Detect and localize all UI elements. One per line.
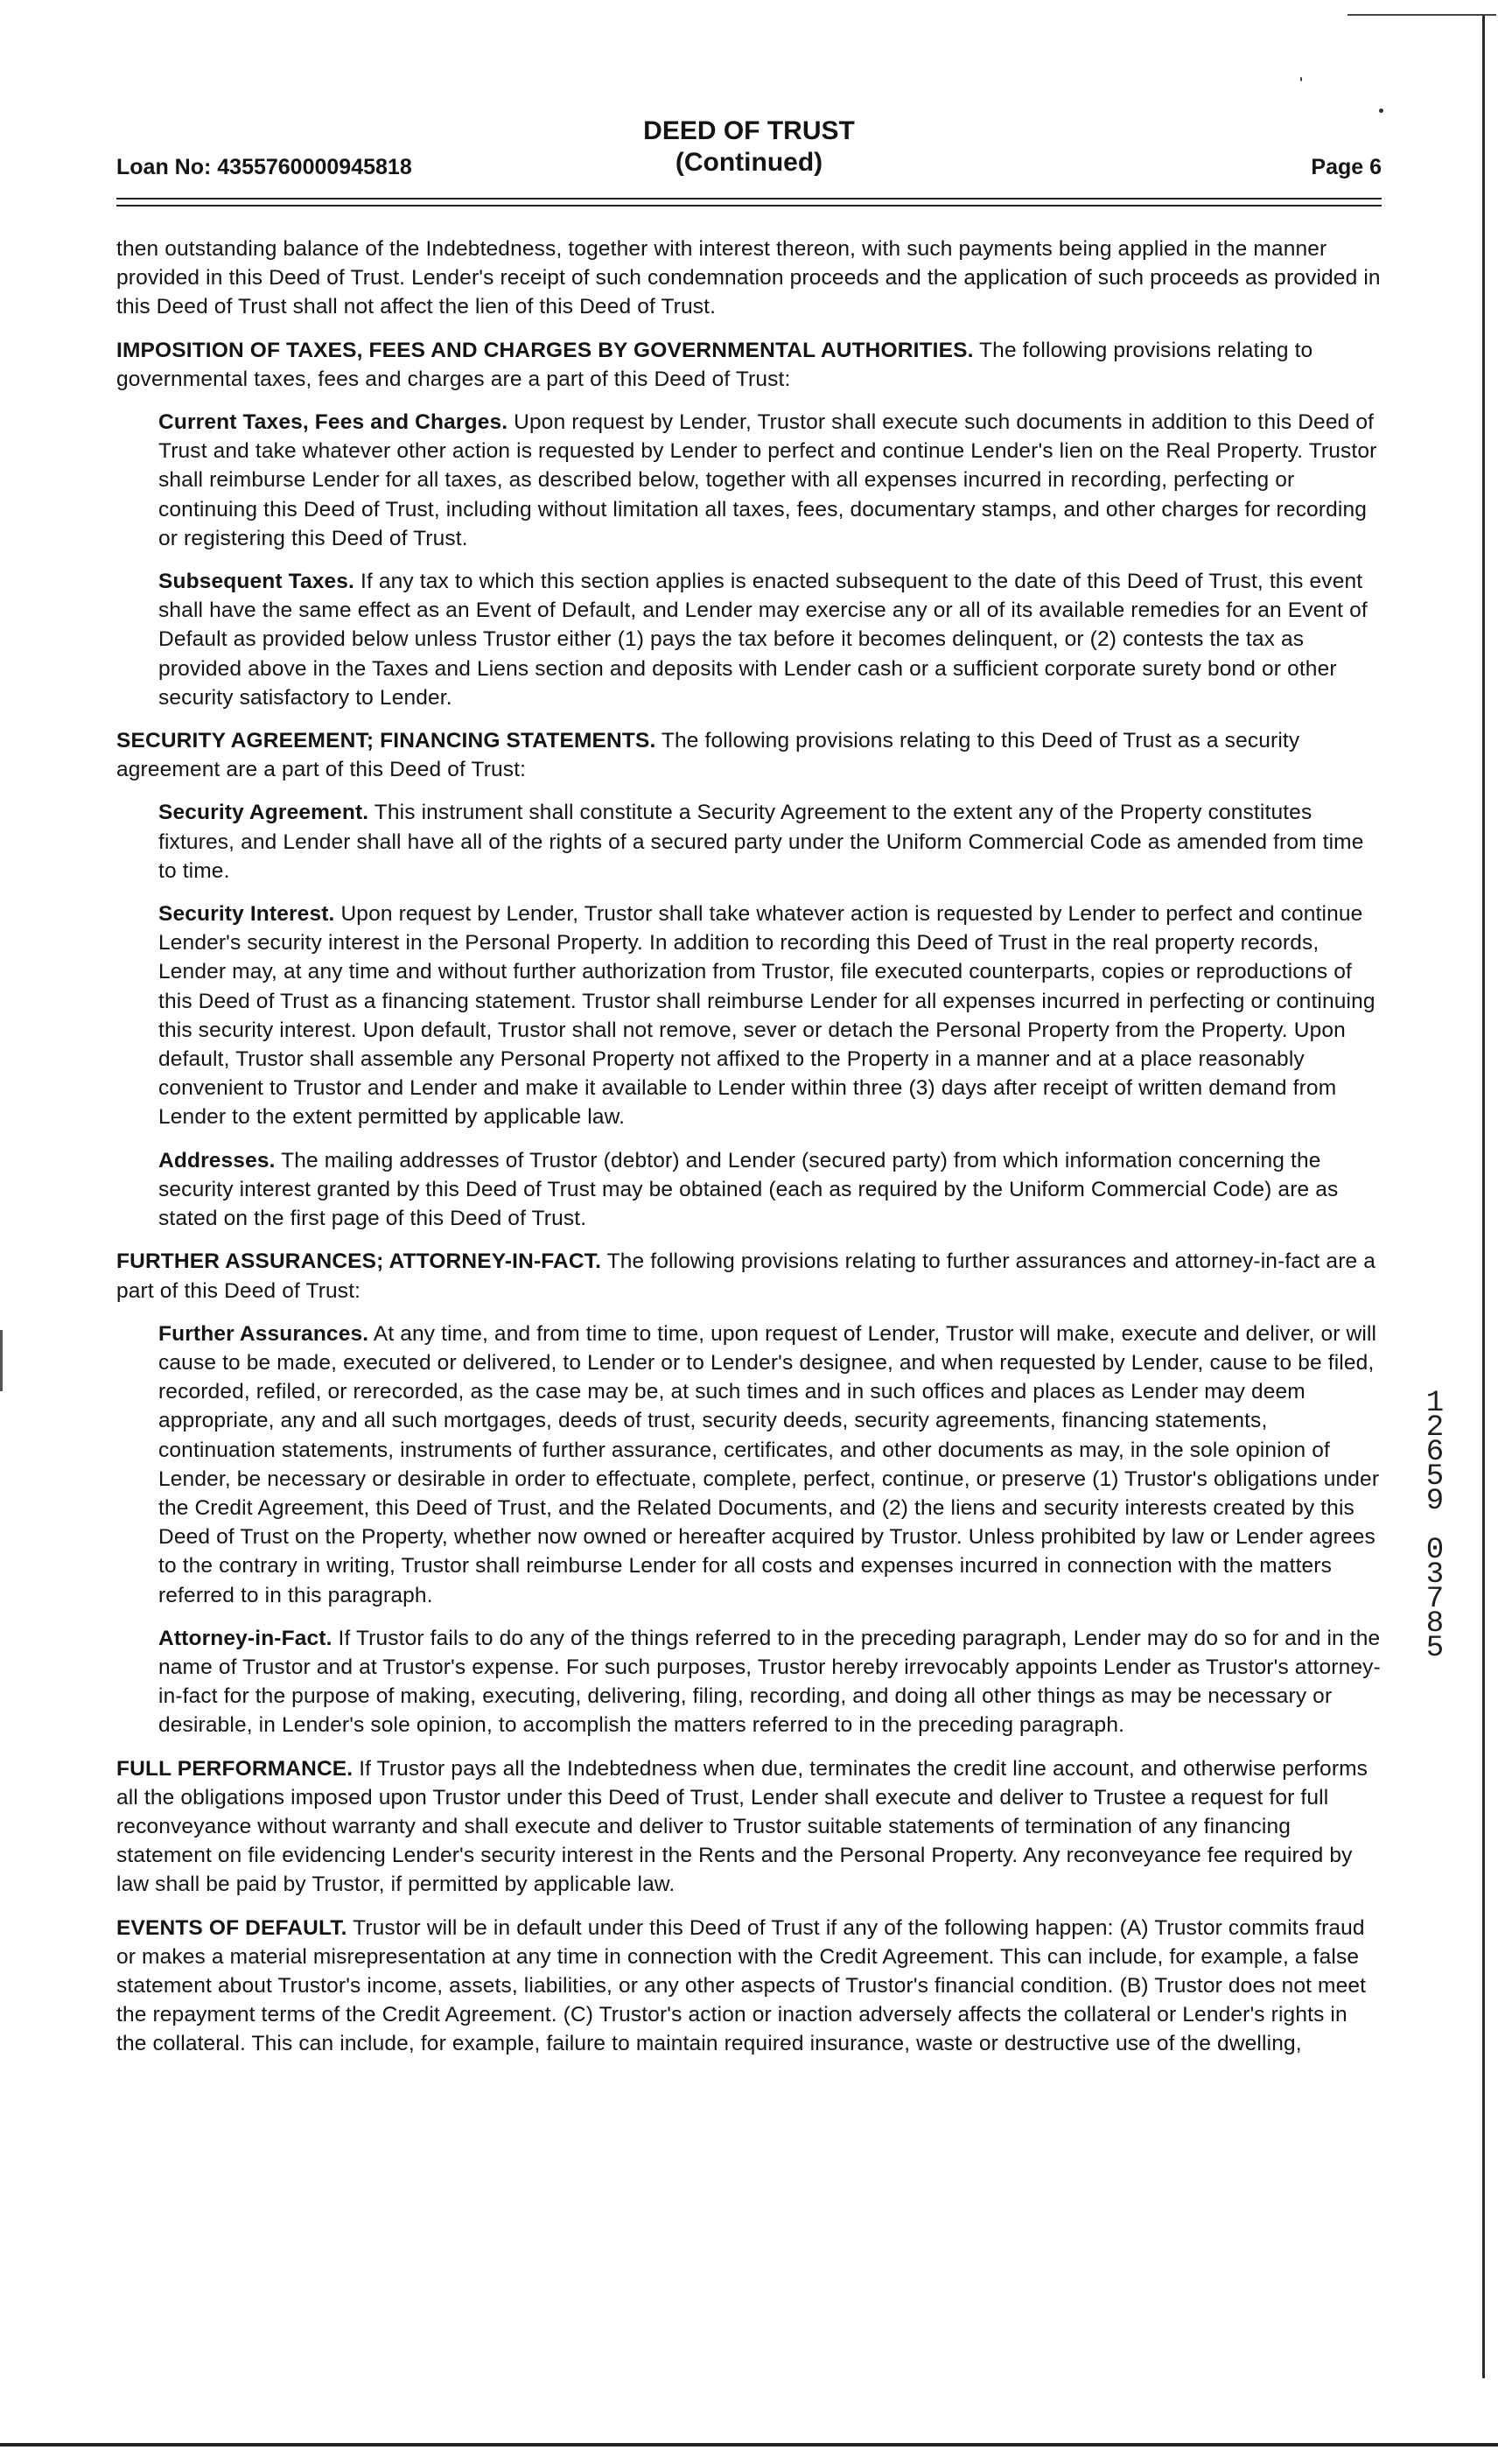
paragraph-further-assurances-heading xyxy=(116,1247,1382,1305)
paragraph-text: The following provisions relating to governmental taxes, fees and charges are a part of this Deed of Trust: xyxy=(116,338,1313,391)
document-title xyxy=(116,116,1382,178)
paragraph-further-assurances xyxy=(158,1320,1382,1610)
margin-digit: 2 xyxy=(1425,1411,1445,1445)
paragraph-heading: Current Taxes, Fees and Charges. xyxy=(158,410,508,435)
paragraph-text: If Trustor fails to do any of the things referred to in the preceding paragraph, Lender may do so for and in the name of Trustor and at Trustor's expense. For such purposes, Trustor hereby irrevocably appoints Lender as Trustor's attorney-in-fact for the purpose of making, executing, delivering, filing, recording, and doing all other things as may be necessary or desirable, in Lender's sole opinion, to accomplish the matters referred to in the preceding paragraph. xyxy=(158,1626,1381,1738)
paragraph-security-interest xyxy=(158,900,1382,1132)
paragraph-events-of-default xyxy=(116,1914,1382,2059)
paragraph-heading: FULL PERFORMANCE. xyxy=(116,1756,354,1781)
paragraph-security-agreement-financing xyxy=(116,726,1382,784)
paragraph-heading: Security Agreement. xyxy=(158,801,369,825)
paragraph-full-performance xyxy=(116,1754,1382,1900)
paragraph-text: then outstanding balance of the Indebtedness, together with interest thereon, with such payments being applied in the manner provided in this Deed of Trust. Lender's receipt of such condemnation proceeds and the application of such proceeds as provided in this Deed of Trust shall not affect the lien of this Deed of Trust. xyxy=(116,237,1381,319)
paragraph-attorney-in-fact xyxy=(158,1624,1382,1740)
scan-edge-right xyxy=(1482,16,1485,2378)
page-header xyxy=(116,116,1382,186)
loan-number: Loan No: 4355760000945818 xyxy=(116,155,412,179)
paragraph-text: Trustor will be in default under this Deed of Trust if any of the following happen: (A) Trustor commits fraud or makes a material misrepresentation at any time in connection with the Credit Agreement. This can include, for example, a false statement about Trustor's income, assets, liabilities, or any other aspects of Trustor's financial condition. (B) Trustor does not meet the repayment terms of the Credit Agreement. (C) Trustor's action or inaction adversely affects the collateral or Lender's rights in the collateral. This can include, for example, failure to maintain required insurance, waste or destructive use of the dwelling, xyxy=(116,1915,1367,2056)
paragraph-heading: FURTHER ASSURANCES; ATTORNEY-IN-FACT. xyxy=(116,1250,602,1274)
margin-digit: 3 xyxy=(1425,1558,1445,1592)
paragraph-current-taxes xyxy=(158,408,1382,553)
scan-edge-bottom xyxy=(0,2443,1498,2446)
paragraph-heading: Further Assurances. xyxy=(158,1321,369,1346)
paragraph-text: If Trustor pays all the Indebtedness when due, terminates the credit line account, and otherwise performs all the obligations imposed upon Trustor under this Deed of Trust, Lender shall execute and deliver to Trustee a request for full reconveyance without warranty and shall execute and deliver to Trustor suitable statements of termination of any financing statement on file evidencing Lender's security interest in the Rents and the Personal Property. Any reconveyance fee required by law shall be paid by Trustor, if permitted by applicable law. xyxy=(116,1756,1368,1897)
paragraph-heading: IMPOSITION OF TAXES, FEES AND CHARGES BY GOVERNMENTAL AUTHORITIES. xyxy=(116,338,974,362)
paragraph-heading: EVENTS OF DEFAULT. xyxy=(116,1915,347,1940)
margin-digit: 9 xyxy=(1425,1485,1445,1518)
paragraph-heading: Addresses. xyxy=(158,1148,276,1172)
margin-digit: 5 xyxy=(1425,1632,1445,1665)
paragraph-heading: Subsequent Taxes. xyxy=(158,570,355,594)
header-rule-top xyxy=(116,198,1382,200)
document-body xyxy=(116,234,1382,2073)
header-rule-bottom xyxy=(116,205,1382,206)
paragraph-security-agreement xyxy=(158,798,1382,886)
scan-edge-top xyxy=(1348,14,1496,16)
paragraph-heading: SECURITY AGREEMENT; FINANCING STATEMENTS. xyxy=(116,729,656,753)
paragraph-text: Upon request by Lender, Trustor shall take whatever action is requested by Lender to perfect and continue Lender's security interest in the Personal Property. In addition to recording this Deed of Trust in the real property records, Lender may, at any time and without further authorization from Trustor, file executed counterparts, copies or reproductions of this Deed of Trust as a financing statement. Trustor shall reimburse Lender for all expenses incurred in perfecting or continuing this security interest. Upon default, Trustor shall not remove, sever or detach the Personal Property from the Property. Upon default, Trustor shall assemble any Personal Property not affixed to the Property in a manner and at a place reasonably convenient to Trustor and Lender and make it available to Lender within three (3) days after receipt of written demand from Lender to the extent permitted by applicable law. xyxy=(158,902,1376,1130)
paragraph-text: Upon request by Lender, Trustor shall execute such documents in addition to this Deed of Trust and take whatever other action is requested by Lender to perfect and continue Lender's lien on the Real Property. Trustor shall reimburse Lender for all taxes, as described below, together with all expenses incurred in recording, perfecting or continuing this Deed of Trust, including without limitation all taxes, fees, documentary stamps, and other charges for recording or registering this Deed of Trust. xyxy=(158,410,1377,550)
paragraph-imposition-of-taxes xyxy=(116,336,1382,394)
scan-speck xyxy=(1379,108,1383,113)
scan-speck xyxy=(1300,77,1302,81)
paragraph-text: The following provisions relating to further assurances and attorney-in-fact are a part of this Deed of Trust: xyxy=(116,1250,1376,1303)
margin-digit: 0 xyxy=(1425,1534,1445,1567)
paragraph-heading: Attorney-in-Fact. xyxy=(158,1626,332,1650)
paragraph-text: This instrument shall constitute a Security Agreement to the extent any of the Property constitutes fixtures, and Lender shall have all of the rights of a secured party under the Uniform Commercial Code as amended from time to time. xyxy=(158,801,1364,883)
paragraph-subsequent-taxes xyxy=(158,567,1382,712)
margin-digit: 8 xyxy=(1425,1607,1445,1641)
scan-edge-left xyxy=(0,1330,3,1391)
paragraph-text: If any tax to which this section applies is enacted subsequent to the date of this Deed of Trust, this event shall have the same effect as an Event of Default, and Lender may exercise any or all of its available remedies for an Event of Default as provided below unless Trustor either (1) pays the tax before it becomes delinquent, or (2) contests the tax as provided above in the Taxes and Liens section and deposits with Lender cash or a sufficient corporate surety bond or other security satisfactory to Lender. xyxy=(158,570,1368,710)
paragraph-text: The following provisions relating to this Deed of Trust as a security agreement are a part of this Deed of Trust: xyxy=(116,729,1300,782)
paragraph-addresses xyxy=(158,1146,1382,1234)
document-title-line1: DEED OF TRUST xyxy=(643,116,855,145)
paragraph-heading: Security Interest. xyxy=(158,902,335,927)
page-number: Page 6 xyxy=(1311,155,1382,179)
margin-digit: 7 xyxy=(1425,1583,1445,1616)
paragraph-text: The mailing addresses of Trustor (debtor) and Lender (secured party) from which information concerning the security interest granted by this Deed of Trust may be obtained (each as required by the Uniform Commercial Code) are as stated on the first page of this Deed of Trust. xyxy=(158,1148,1339,1231)
paragraph-continuation xyxy=(116,234,1382,322)
document-title-line2: (Continued) xyxy=(675,148,823,177)
margin-digit: 5 xyxy=(1425,1460,1445,1494)
margin-recording-number xyxy=(1418,1387,1452,1665)
paragraph-text: At any time, and from time to time, upon request of Lender, Trustor will make, execute and deliver, or will cause to be made, executed or delivered, to Lender or to Lender's designee, and when requested by Lender, cause to be filed, recorded, refiled, or rerecorded, as the case may be, at such times and in such offices and places as Lender may deem appropriate, any and all such mortgages, deeds of trust, security deeds, security agreements, financing statements, continuation statements, instruments of further assurance, certificates, and other documents as may, in the sole opinion of Lender, be necessary or desirable in order to effectuate, complete, perfect, continue, or preserve (1) Trustor's obligations under the Credit Agreement, this Deed of Trust, and the Related Documents, and (2) the liens and security interests created by this Deed of Trust on the Property, whether now owned or hereafter acquired by Trustor. Unless prohibited by law or Lender agrees to the contrary in writing, Trustor shall reimburse Lender for all costs and expenses incurred in connection with the matters referred to in this paragraph. xyxy=(158,1321,1380,1607)
margin-digit: 1 xyxy=(1425,1387,1445,1420)
margin-digit: 6 xyxy=(1425,1436,1445,1469)
